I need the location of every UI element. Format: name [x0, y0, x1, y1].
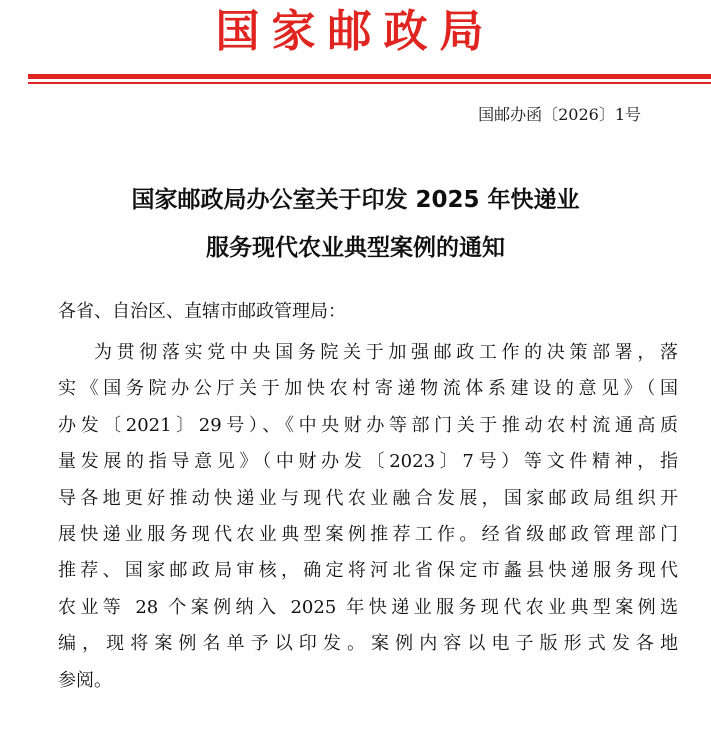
body-line: 为贯彻落实党中央国务院关于加强邮政工作的决策部署，落 — [94, 342, 678, 363]
salutation: 各省、自治区、直辖市邮政管理局： — [58, 301, 346, 322]
document-title-line-1: 国家邮政局办公室关于印发 2025 年快递业 — [131, 187, 580, 213]
letterhead-red-rule-thin — [28, 82, 711, 84]
body-line: 参阅。 — [58, 669, 112, 691]
body-line: 编，现将案例名单予以印发。案例内容以电子版形式发各地 — [58, 633, 678, 655]
body-line: 导各地更好推动快递业与现代农业融合发展，国家邮政局组织开 — [58, 487, 678, 509]
body-line: 办发〔2021〕29号）、《中央财办等部门关于推动农村流通高质 — [58, 414, 678, 436]
letterhead-red-rule — [28, 74, 711, 79]
document-number: 国邮办函〔2026〕1号 — [478, 105, 641, 124]
letterhead-agency-name: 国家邮政局 — [215, 6, 496, 57]
body-line: 展快递业服务现代农业典型案例推荐工作。经省级邮政管理部门 — [58, 524, 678, 546]
document-body — [58, 335, 678, 699]
body-line: 推荐、国家邮政局审核，确定将河北省保定市蠡县快递服务现代 — [58, 560, 678, 582]
body-line: 量发展的指导意见》（中财办发〔2023〕7号）等文件精神，指 — [58, 451, 678, 473]
document-title — [0, 176, 711, 272]
document-title-line-2: 服务现代农业典型案例的通知 — [206, 235, 505, 261]
body-line: 实《国务院办公厅关于加快农村寄递物流体系建设的意见》（国 — [58, 378, 678, 400]
body-line: 农业等 28 个案例纳入 2025 年快递业服务现代农业典型案例选 — [58, 596, 678, 618]
